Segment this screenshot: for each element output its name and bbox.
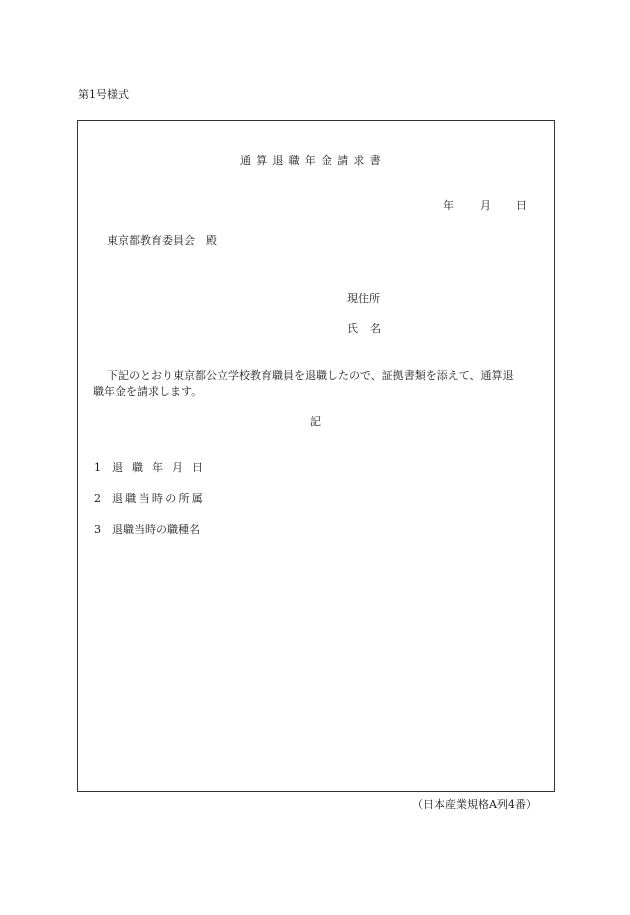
item-affiliation-at-retirement: [94, 490, 205, 506]
date-year-label: 年: [443, 199, 454, 212]
item-label: 退職当時の所属: [112, 492, 206, 505]
name-label: 氏名: [347, 322, 393, 335]
address-label: 現住所: [347, 292, 380, 305]
date-day-label: 日: [516, 199, 527, 212]
document-title: 通算退職年金請求書: [240, 154, 386, 167]
form-number: 第1号様式: [78, 88, 129, 101]
item-number: 2: [94, 492, 101, 505]
form-frame: [77, 120, 555, 792]
request-statement: [93, 368, 555, 400]
request-statement-line-2: 職年金を請求します。: [93, 385, 203, 398]
ki-heading: 記: [310, 415, 321, 428]
item-label: 退職当時の職種名: [112, 523, 200, 536]
item-number: 1: [94, 461, 101, 474]
item-job-title-at-retirement: [94, 521, 200, 537]
date-month-label: 月: [480, 199, 491, 212]
item-number: 3: [94, 523, 101, 536]
addressee: 東京都教育委員会 殿: [107, 234, 217, 247]
request-statement-line-1: 下記のとおり東京都公立学校教育職員を退職したので、証拠書類を添えて、通算退: [107, 369, 514, 382]
item-retirement-date: [94, 459, 212, 475]
item-label: 退職年月日: [112, 461, 212, 474]
paper-size-note: （日本産業規格A列4番）: [412, 798, 537, 811]
